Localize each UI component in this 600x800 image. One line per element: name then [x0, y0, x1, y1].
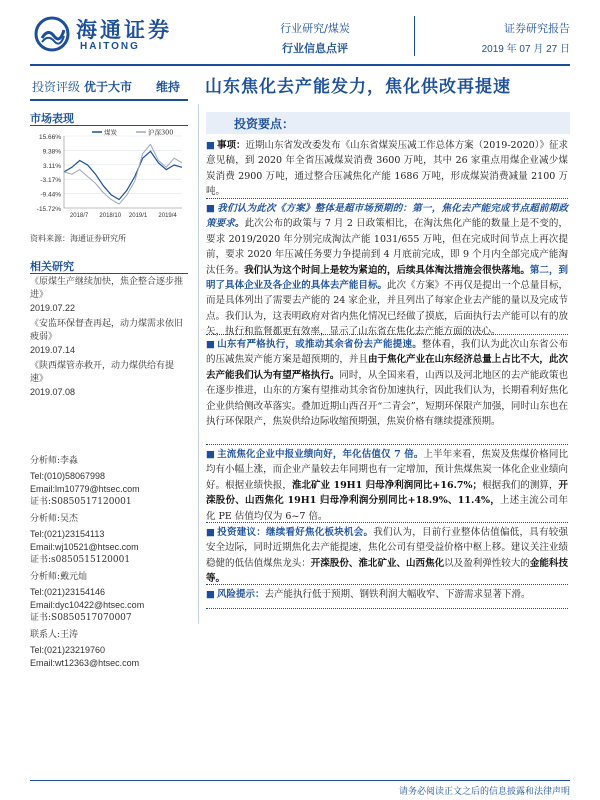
analyst-name: 分析师:李淼: [30, 456, 79, 466]
y-tick-label: 15.66%: [38, 134, 61, 141]
point-policy: ■ 我们认为此次《方案》整体是超市场预期的：第一，焦化去产能完成节点超前期政策要求。此次公布的政策与 7 月 2 日政策相比，在淘汰焦化产能的数量上是不变的，要求 2019/2020 年分别完成淘汰产能 1031/655 万吨，但在完成时间节点上再次提前，要求 2020 年压减任务要力争提前到 4 月底前完成，即 9 个月内全部完成产能淘汰任务。我们认为这个时间上是较为紧迫的，后续具体淘汰措施会很快落地。第二，到明了具体企业及各企业的具体去产能目标。此次《方案》不再仅是提出一个总量目标，而是具体列出了需要去产能的 24 家企业，并且列出了每家企业去产能的量以及完成节点。我们认为，这表明政府对省内焦化情况已经做了摸底，后面执行去产能可以有的放矢，执行和监督都更有效率，显示了山东省在焦化去产能方面的决心。: [206, 203, 568, 338]
contact-tel: Tel:(021)23219760: [30, 645, 106, 655]
footer-rule: [30, 780, 570, 781]
x-tick-label: 2019/4: [158, 213, 177, 219]
related-rule: [30, 273, 188, 274]
legend-label: 沪深300: [148, 128, 174, 137]
analyst-email[interactable]: Email:dyc10422@htsec.com: [30, 600, 145, 610]
analyst-tel: Tel:(021)23154146: [30, 587, 106, 597]
section-header: [206, 112, 570, 134]
analyst-email[interactable]: Email:wj10521@htsec.com: [30, 542, 139, 552]
chart-source: 资料来源：海通证券研究所: [30, 234, 126, 243]
rating-box: [30, 74, 188, 98]
logo-cn: 海通证券: [76, 17, 172, 42]
y-tick-label: -9.44%: [40, 191, 61, 199]
point-separator: [206, 198, 568, 199]
market-title: 市场表现: [30, 112, 74, 125]
header-rule: [30, 64, 570, 66]
point-separator: [206, 334, 568, 335]
point-separator: [206, 522, 568, 523]
analyst-cert: 证书:s0850515120001: [30, 555, 131, 565]
related-item[interactable]: 《陕西煤管赤救开，动力煤供给有提速》 2019.07.08: [30, 361, 175, 397]
point-shandong: ■ 山东有严格执行，或推动其余省份去产能提速。整体看，我们认为此次山东省公布的压减焦炭产能方案是超预期的，并且由于焦化产业在山东经济总量上占比不大，此次去产能我们认为有望严格执行。同时，从全国来看，山西以及河北地区的去产能政策也在逐步推进，山东的方案有望推动其余省份加速执行，因此我们认为，长期看利好焦化企业供给侧改革落实。叠加近期山西召开“二青会”，短期环保限产加强，同时山东也在执行环保限产，焦炭供给边际收缩预期强，焦炭价格有继续提涨预期。: [206, 339, 568, 428]
header-report-type: 证券研究报告: [504, 22, 570, 35]
header-divider: [414, 16, 415, 56]
related-list: [30, 276, 190, 400]
header-date: 2019 年 07 月 27 日: [481, 44, 570, 55]
legend-label: 煤炭: [104, 128, 117, 137]
column-divider: [198, 104, 199, 624]
point-separator: [206, 444, 568, 445]
point-event: ■ 事项：近期山东省发改委发布《山东省煤炭压减工作总体方案（2019-2020）》征求意见稿，到 2020 年全省压减煤炭消费 3600 万吨，其中 26 家重点用煤企业减少煤炭消费 2900 万吨，通过整合压减焦化产能 1686 万吨，形成煤炭消费减量 2100 万吨。: [206, 140, 568, 198]
logo-en: HAITONG: [80, 41, 140, 52]
section-title: 投资要点：: [234, 117, 295, 131]
analyst-email[interactable]: Email:lm10779@htsec.com: [30, 484, 140, 494]
rating-action: 维持: [156, 80, 181, 94]
y-tick-label: 3.11%: [43, 162, 61, 170]
series-line-0: [64, 151, 182, 199]
company-logo: [34, 14, 184, 58]
point-separator: [206, 608, 568, 609]
header-category: 行业研究/煤炭: [280, 22, 350, 35]
market-rule: [30, 125, 188, 126]
point-separator: [206, 584, 568, 585]
contact-email[interactable]: Email:wt12363@htsec.com: [30, 658, 140, 668]
y-tick-label: -3.17%: [40, 177, 61, 185]
point-investment: ■ 投资建议：继续看好焦化板块机会。我们认为，目前行业整体估值偏低，具有较强安全边际，同时近期焦化去产能提速，焦化公司有望受益价格中枢上移。建议关注业绩稳健的低估值煤焦龙头：开滦股份、淮北矿业、山西焦化以及盈利弹性较大的金能科技等。: [206, 527, 568, 585]
haitong-logo-mark: [34, 16, 70, 52]
related-title: 相关研究: [30, 260, 74, 273]
point-risk: ■ 风险提示：去产能执行低于预期、钢铁利润大幅收窄、下游需求显著下滑。: [206, 589, 531, 600]
contact-name: 联系人:王涛: [30, 630, 79, 640]
analyst-block: [30, 455, 195, 668]
report-title: 山东焦化去产能发力，焦化供改再提速: [205, 77, 511, 97]
footer-disclaimer[interactable]: 请务必阅读正文之后的信息披露和法律声明: [398, 787, 570, 797]
rating-label: 投资评级: [32, 80, 81, 94]
rating-value: 优于大市: [84, 80, 133, 94]
analyst-cert: 证书:S0850517070007: [30, 613, 132, 623]
analyst-name: 分析师:戴元灿: [30, 572, 88, 582]
y-tick-label: -15.72%: [36, 206, 61, 213]
related-item[interactable]: 《原煤生产继续加快，焦企整合逐步推进》 2019.07.22: [30, 277, 184, 313]
point-earnings: ■ 主流焦化企业中报业绩向好，年化估值仅 7 倍。上半年来看，焦炭及焦煤价格同比均有小幅上涨，而企业产量较去年同期也有一定增加，预计焦煤焦炭一体化企业业绩向好。根据业绩快报，淮北矿业 19H1 归母净利润同比+16.7%；根据我们的测算，开滦股份、山西焦化 19H1 归母净利润分别同比+18.9%、11.4%，上述主流公司年化 PE 估值均仅为 6~7 倍。: [206, 449, 568, 522]
analyst-name: 分析师:吴杰: [30, 514, 79, 524]
analyst-cert: 证书:S0850517120001: [30, 497, 132, 507]
header-subcategory: 行业信息点评: [282, 42, 348, 55]
x-tick-label: 2018/10: [99, 213, 122, 219]
analyst-tel: Tel:(010)58067998: [30, 471, 106, 481]
analyst-tel: Tel:(021)23154113: [30, 529, 105, 539]
y-tick-label: 9.38%: [42, 148, 61, 156]
market-chart: [30, 128, 190, 228]
related-item[interactable]: 《安监环保督查再起，动力煤需求依旧疲弱》 2019.07.14: [30, 319, 184, 355]
x-tick-label: 2019/1: [128, 213, 148, 219]
x-tick-label: 2018/7: [69, 213, 89, 219]
rating-underline: [30, 99, 188, 101]
